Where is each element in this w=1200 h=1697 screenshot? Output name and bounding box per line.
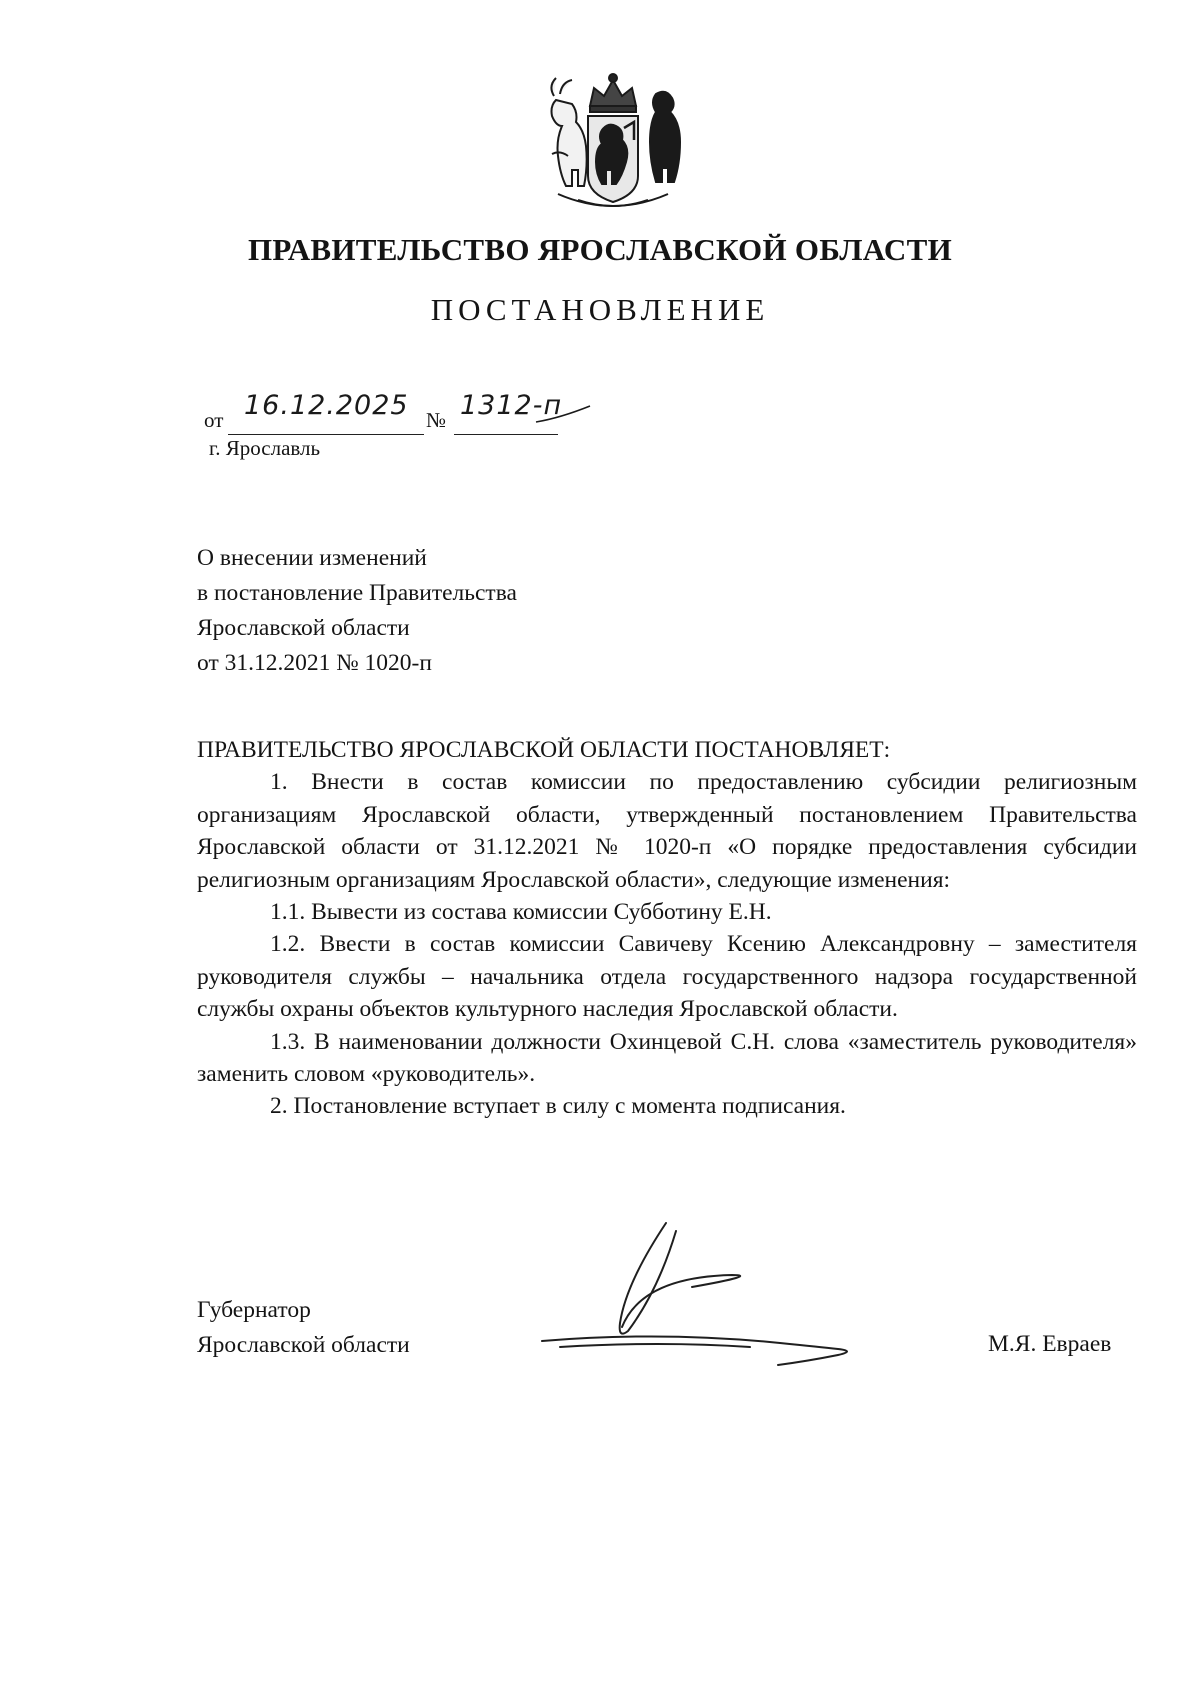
paragraph-1-2: 1.2. Ввести в состав комиссии Савичеву Ксению Александровну – заместителя руководителя службы – начальника отдела государственного надзора государственной службы охраны объектов культурного наследия Ярославской области. [197, 931, 1137, 1023]
paragraph-1-3: 1.3. В наименовании должности Охинцевой С.Н. слова «заместитель руководителя» заменить словом «руководитель». [197, 1028, 1137, 1088]
document-subject [197, 541, 517, 681]
signer-region: Ярославской области [197, 1332, 410, 1358]
number-flourish-icon [534, 402, 594, 428]
organization-title: ПРАВИТЕЛЬСТВО ЯРОСЛАВСКОЙ ОБЛАСТИ [248, 232, 952, 267]
number-prefix: № [426, 408, 447, 432]
signer-position [197, 1293, 410, 1363]
document-type: ПОСТАНОВЛЕНИЕ [430, 292, 770, 327]
paragraph-1: 1. Внести в состав комиссии по предоставлению субсидии религиозным организациям Ярославской области, утвержденный постановлением Правительства Ярославской области от 31.12.2021 № 1020-п «О порядке предоставления субсидии религиозным организациям Ярославской области», следующие изменения: [197, 769, 1137, 893]
date-prefix: от [204, 408, 224, 432]
handwritten-number: 1312-п [460, 390, 563, 421]
number-underline [454, 434, 558, 435]
subject-line: от 31.12.2021 № 1020-п [197, 650, 432, 676]
paragraph-2: 2. Постановление вступает в силу с момента подписания. [270, 1093, 846, 1120]
resolution-lead: ПРАВИТЕЛЬСТВО ЯРОСЛАВСКОЙ ОБЛАСТИ ПОСТАНОВЛЯЕТ: [197, 737, 891, 763]
resolution-body [197, 734, 1137, 1123]
date-underline [228, 434, 424, 435]
signer-title: Губернатор [197, 1297, 311, 1323]
paragraph-1-1: 1.1. Вывести из состава комиссии Субботину Е.Н. [270, 899, 772, 926]
subject-line: О внесении изменений [197, 545, 427, 571]
coat-of-arms-icon [538, 66, 688, 212]
handwritten-date: 16.12.2025 [244, 390, 409, 421]
subject-line: в постановление Правительства [197, 580, 517, 606]
city: г. Ярославль [209, 436, 321, 460]
subject-line: Ярославской области [197, 615, 410, 641]
signer-name: М.Я. Евраев [988, 1331, 1112, 1357]
signature-icon [540, 1215, 915, 1375]
